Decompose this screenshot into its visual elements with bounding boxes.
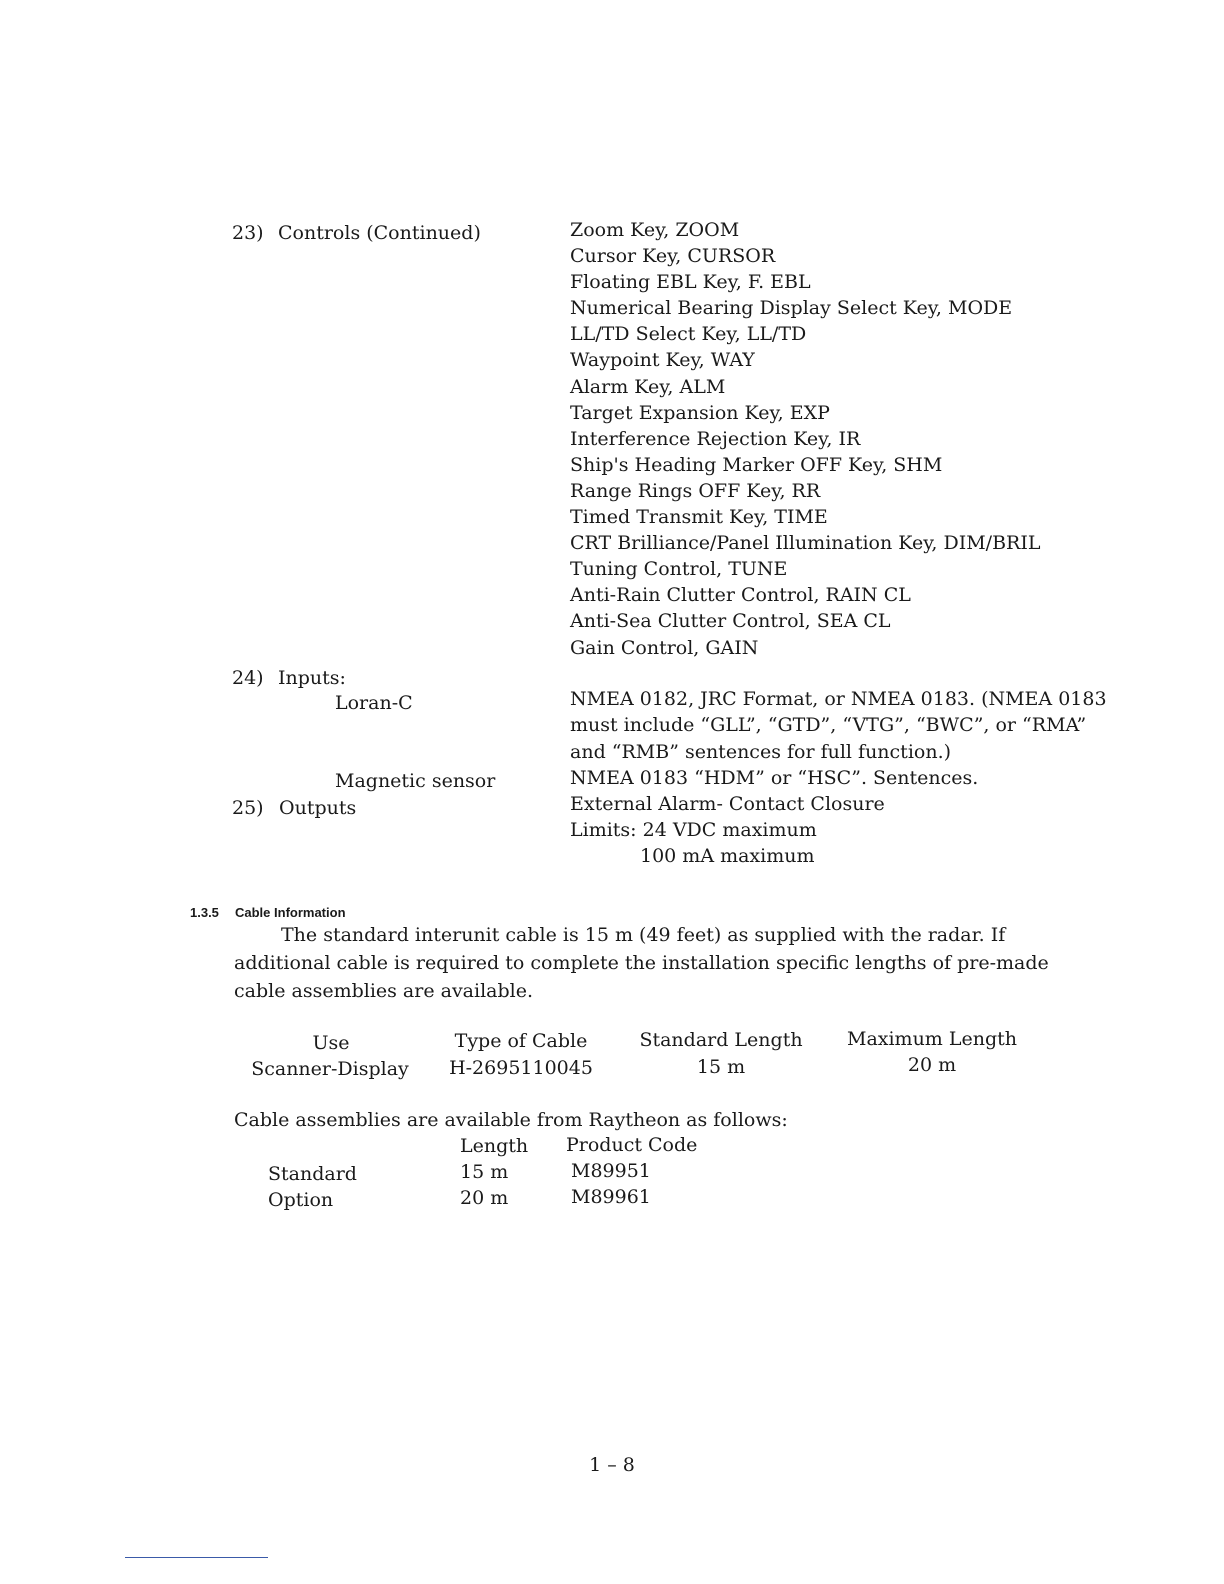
table-cell-type: H-2695110045 (449, 1057, 593, 1079)
control-item: Alarm Key, ALM (570, 375, 726, 398)
control-item: Cursor Key, CURSOR (570, 245, 776, 268)
footer-rule (125, 1557, 268, 1558)
assembly-option-code: M89961 (571, 1186, 651, 1208)
control-item: Floating EBL Key, F. EBL (570, 271, 811, 294)
table-header-maximum-length: Maximum Length (846, 1028, 1018, 1050)
control-item: Waypoint Key, WAY (570, 349, 755, 372)
assembly-option-length: 20 m (460, 1187, 509, 1209)
cable-info-paragraph (234, 921, 1054, 1005)
control-item: Gain Control, GAIN (570, 636, 759, 659)
control-item: Anti-Sea Clutter Control, SEA CL (570, 610, 891, 633)
control-item: Ship's Heading Marker OFF Key, SHM (570, 453, 943, 476)
table-cell-maximum-length: 20 m (907, 1054, 957, 1076)
assembly-option-name: Option (268, 1189, 334, 1211)
outputs-line-3: 100 mA maximum (640, 845, 815, 867)
loran-line-1: NMEA 0182, JRC Format, or NMEA 0183. (NMEA 0183 (570, 688, 1107, 710)
item-25-number: 25) (232, 797, 264, 819)
table-cell-use: Scanner-Display (251, 1058, 409, 1080)
control-item: Timed Transmit Key, TIME (570, 506, 828, 529)
control-item: Range Rings OFF Key, RR (570, 479, 821, 502)
assembly-standard-code: M89951 (571, 1160, 651, 1182)
assembly-standard-length: 15 m (460, 1161, 509, 1183)
magnetic-sensor-label: Magnetic sensor (335, 770, 496, 792)
outputs-line-1: External Alarm- Contact Closure (570, 793, 885, 815)
control-item: Target Expansion Key, EXP (570, 401, 830, 424)
table-cell-standard-length: 15 m (696, 1056, 746, 1078)
magnetic-sensor-value: NMEA 0183 “HDM” or “HSC”. Sentences. (570, 767, 979, 789)
control-item: Tuning Control, TUNE (570, 558, 788, 581)
table-header-standard-length: Standard Length (639, 1029, 803, 1051)
section-title: Cable Information (235, 905, 346, 920)
section-number: 1.3.5 (190, 905, 219, 920)
assemblies-header-length: Length (460, 1135, 529, 1157)
loran-line-2: must include “GLL”, “GTD”, “VTG”, “BWC”, or “RMA” (570, 714, 1087, 736)
loran-label: Loran-C (335, 692, 413, 714)
loran-line-3: and “RMB” sentences for full function.) (570, 741, 952, 763)
item-23-label: Controls (Continued) (278, 222, 481, 244)
control-item: LL/TD Select Key, LL/TD (570, 323, 807, 346)
control-item: Zoom Key, ZOOM (570, 219, 740, 241)
control-item: Interference Rejection Key, IR (570, 427, 861, 450)
item-25-label: Outputs (279, 797, 357, 819)
controls-list (570, 217, 1040, 661)
control-item: Anti-Rain Clutter Control, RAIN CL (570, 584, 911, 607)
item-24-label: Inputs: (278, 667, 346, 689)
table-header-use: Use (312, 1032, 350, 1054)
page-number: 1 – 8 (589, 1454, 635, 1476)
table-header-type: Type of Cable (454, 1030, 588, 1052)
assembly-standard-name: Standard (268, 1163, 357, 1185)
control-item: Numerical Bearing Display Select Key, MODE (570, 297, 1013, 320)
outputs-line-2: Limits: 24 VDC maximum (570, 819, 817, 841)
assemblies-header-product-code: Product Code (566, 1134, 698, 1156)
control-item: CRT Brilliance/Panel Illumination Key, DIM/BRIL (570, 532, 1041, 555)
assemblies-intro: Cable assemblies are available from Raytheon as follows: (234, 1109, 788, 1131)
cable-info-text: The standard interunit cable is 15 m (49 feet) as supplied with the radar. If additional cable is required to complete the installation specific lengths of pre-made cable assemblies are available. (234, 924, 1049, 1002)
item-24-number: 24) (232, 667, 264, 689)
item-23-number: 23) (232, 222, 264, 244)
